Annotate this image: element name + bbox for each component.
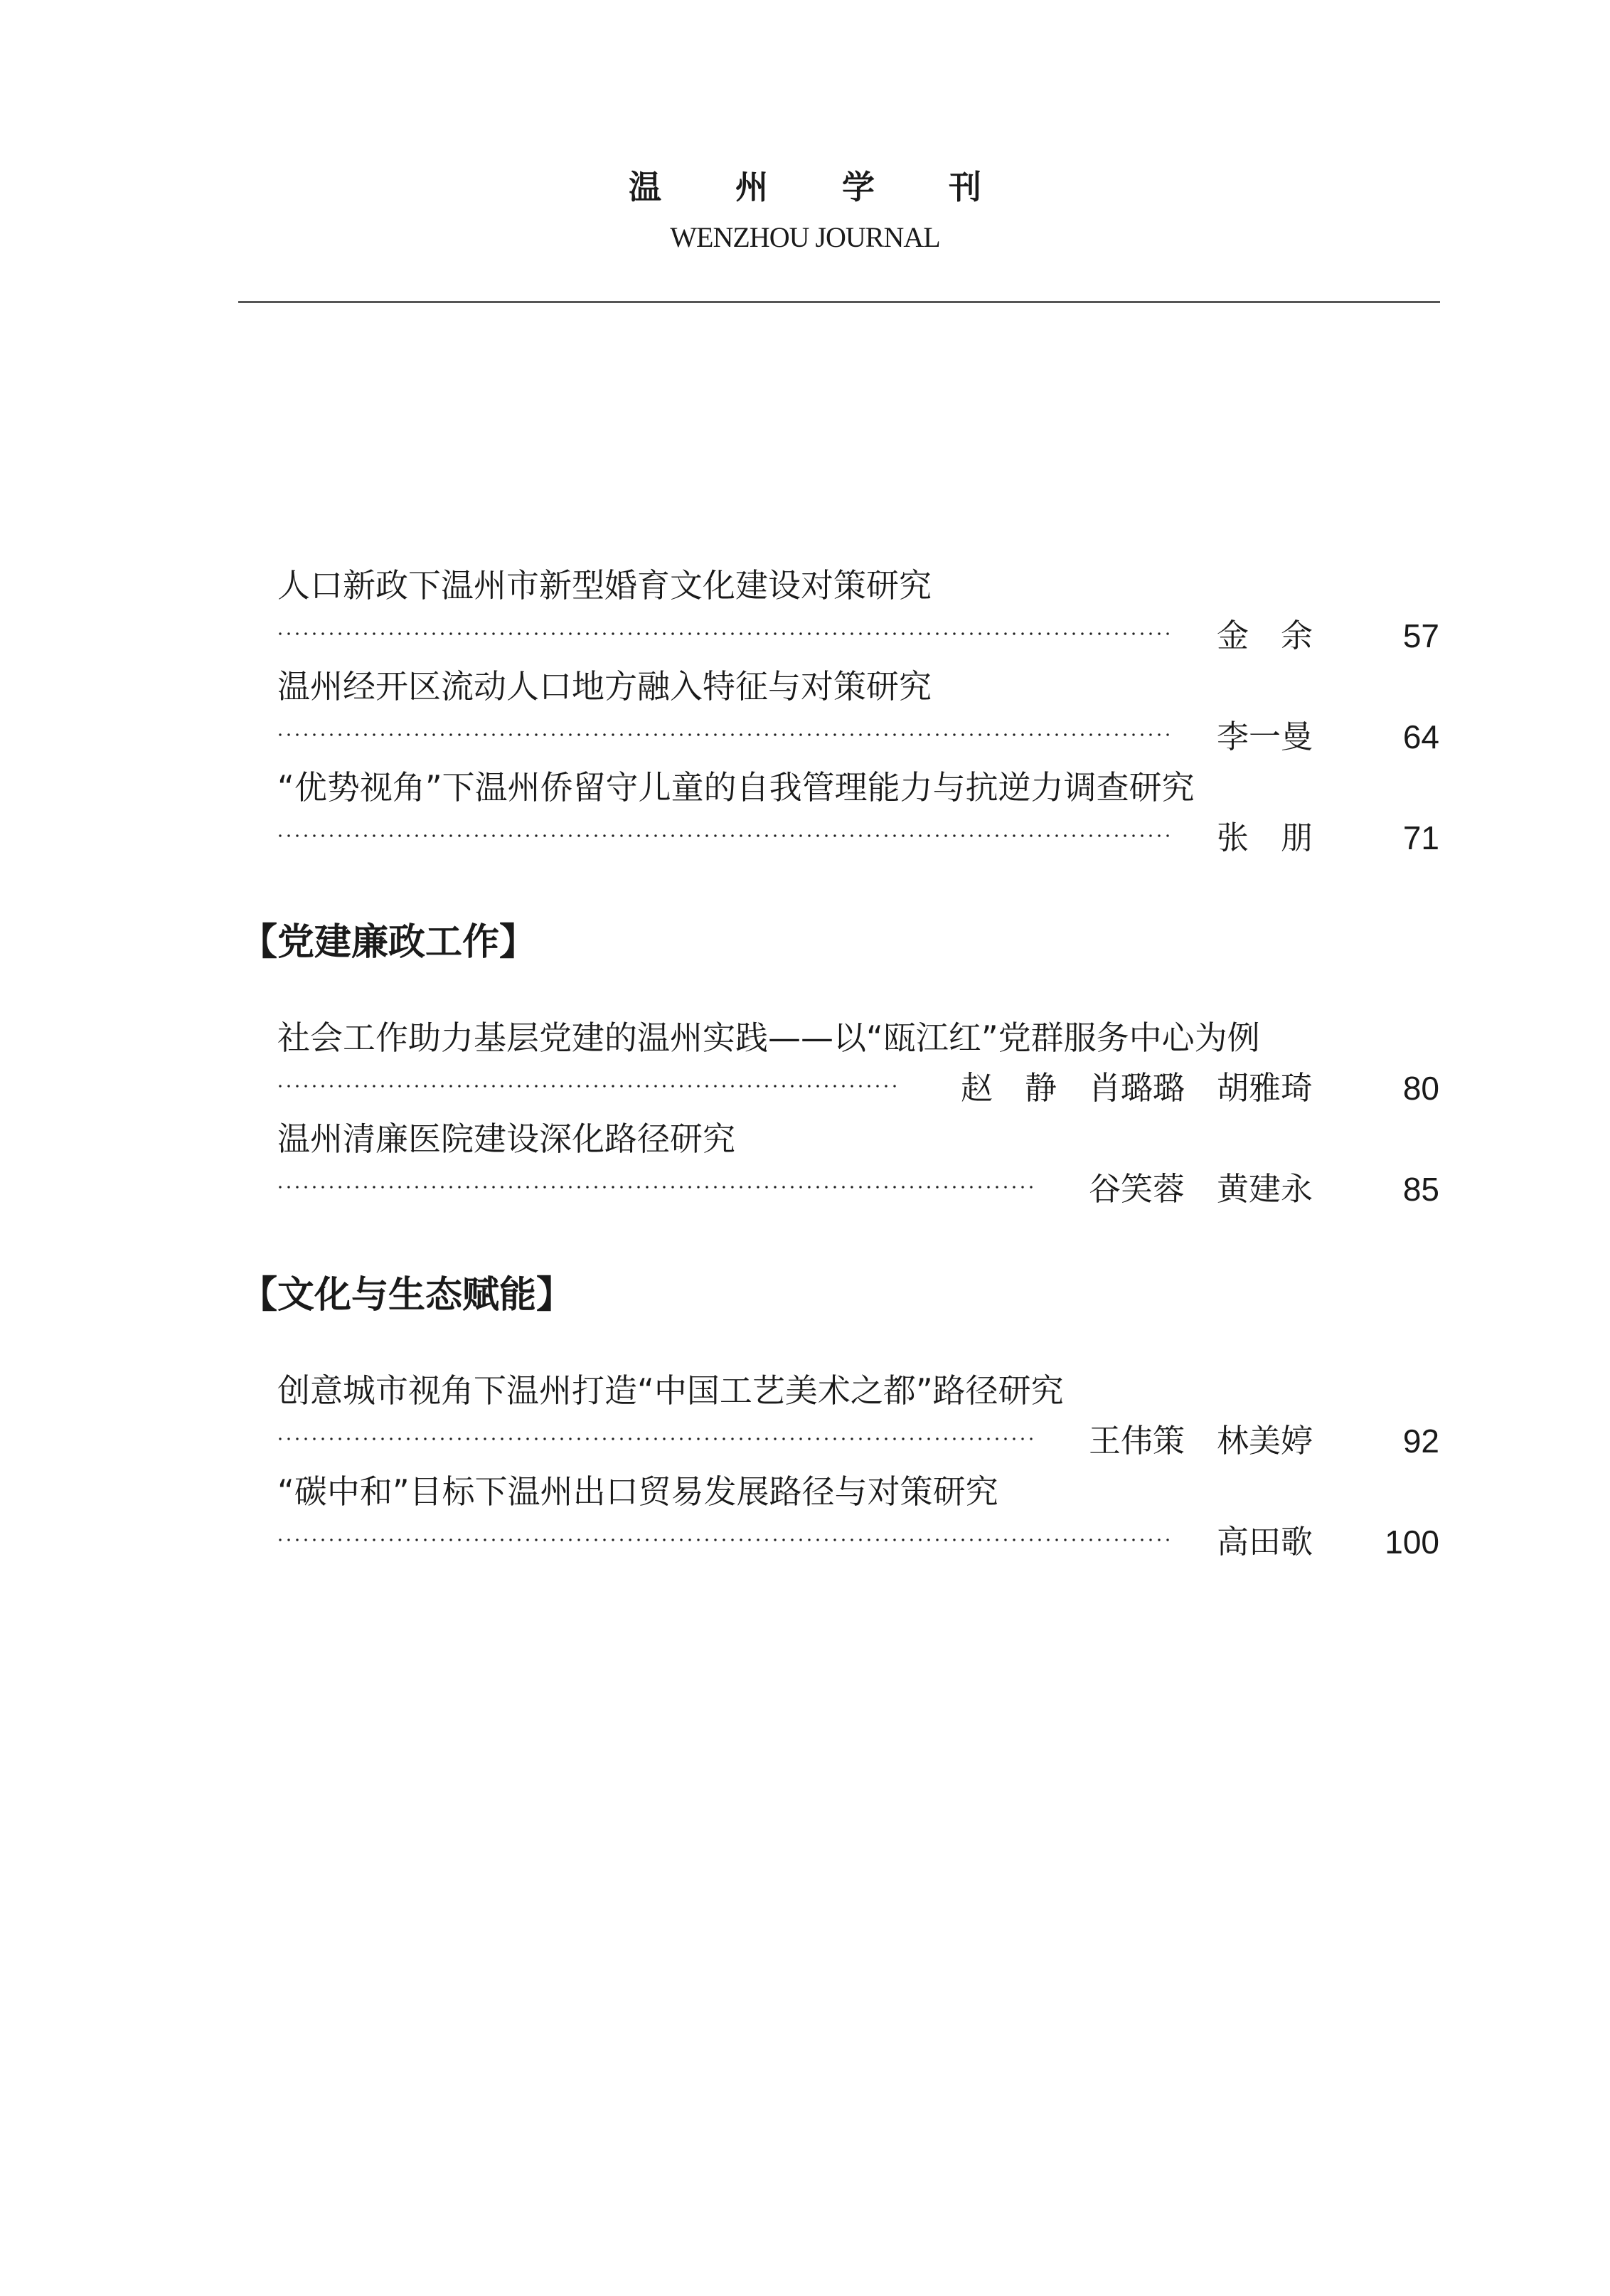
- toc-entry-page[interactable]: 92: [1402, 1423, 1439, 1460]
- section-heading: 【文化与生态赋能】: [240, 1274, 574, 1317]
- toc-leader-dots: [276, 733, 1172, 737]
- journal-title: 温 州 学 刊: [628, 168, 1013, 206]
- toc-leader-dots: [276, 1084, 902, 1088]
- journal-subtitle: WENZHOU JOURNAL: [670, 221, 940, 253]
- toc-entry-authors: 张 朋: [1216, 819, 1313, 856]
- toc-leader-dots: [276, 632, 1172, 636]
- toc-leader-dots: [276, 1538, 1172, 1542]
- toc-entry-page[interactable]: 80: [1402, 1070, 1439, 1107]
- toc-entry-authors: 谷笑蓉 黄建永: [1088, 1170, 1313, 1208]
- toc-leader-dots: [276, 834, 1172, 838]
- toc-leader-dots: [276, 1185, 1037, 1189]
- toc-leader-dots: [276, 1437, 1037, 1441]
- toc-entry-page[interactable]: 71: [1402, 819, 1439, 856]
- toc-entry-title[interactable]: 温州经开区流动人口地方融入特征与对策研究: [277, 667, 932, 706]
- toc-entry-page[interactable]: 85: [1402, 1171, 1439, 1208]
- header-divider: [238, 301, 1440, 303]
- toc-entry-title[interactable]: 温州清廉医院建设深化路径研究: [277, 1120, 735, 1158]
- toc-entry-authors: 赵 静 肖璐璐 胡雅琦: [960, 1069, 1313, 1107]
- toc-entry-authors: 金 余: [1216, 617, 1313, 654]
- toc-entry-authors: 王伟策 林美婷: [1088, 1422, 1313, 1460]
- toc-entry-title[interactable]: 人口新政下温州市新型婚育文化建设对策研究: [277, 566, 932, 605]
- toc-entry-title[interactable]: “碳中和”目标下温州出口贸易发展路径与对策研究: [277, 1472, 998, 1511]
- section-heading: 【党建廉政工作】: [240, 921, 537, 964]
- toc-entry-title[interactable]: 创意城市视角下温州打造“中国工艺美术之都”路径研究: [277, 1371, 1064, 1410]
- toc-entry-page[interactable]: 64: [1402, 718, 1439, 755]
- toc-entry-title[interactable]: 社会工作助力基层党建的温州实践——以“瓯江红”党群服务中心为例: [277, 1019, 1260, 1057]
- toc-entry-authors: 李一曼: [1216, 718, 1313, 755]
- toc-entry-authors: 高田歌: [1216, 1523, 1313, 1561]
- toc-entry-title[interactable]: “优势视角”下温州侨留守儿童的自我管理能力与抗逆力调查研究: [277, 768, 1195, 807]
- toc-entry-page[interactable]: 57: [1402, 617, 1439, 654]
- toc-entry-page[interactable]: 100: [1385, 1524, 1439, 1561]
